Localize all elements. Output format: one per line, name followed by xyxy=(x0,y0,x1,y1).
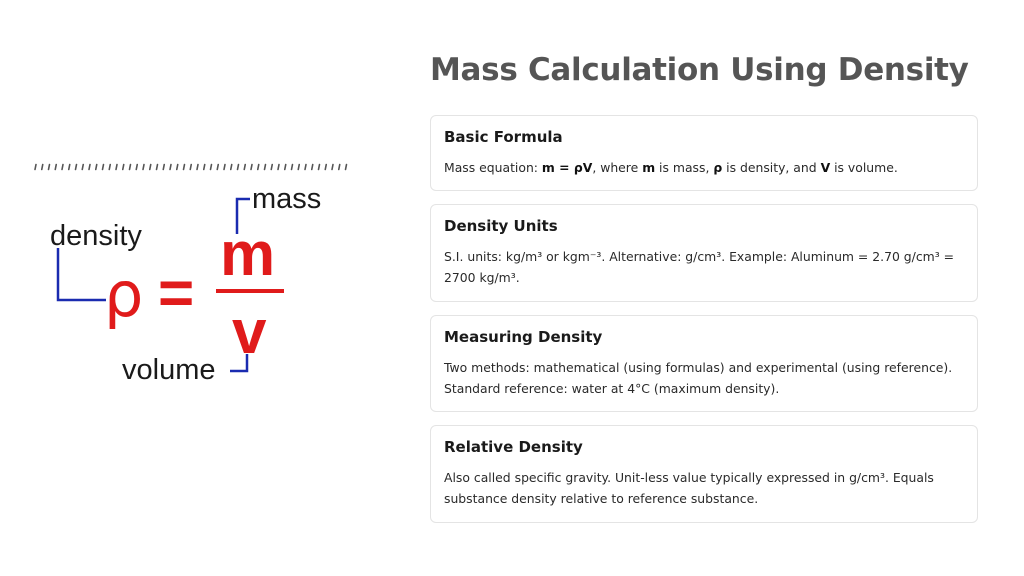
binding-mark xyxy=(312,165,313,170)
binding-mark xyxy=(82,165,83,170)
bold-term: ρ xyxy=(713,160,723,175)
binding-mark xyxy=(325,165,326,170)
card-body xyxy=(444,357,964,399)
binding-mark xyxy=(184,165,185,170)
equals-symbol: = xyxy=(158,259,195,328)
binding-mark xyxy=(258,165,259,170)
binding-mark xyxy=(197,165,198,170)
binding-mark xyxy=(116,165,117,170)
binding-mark xyxy=(292,165,293,170)
bold-term: m xyxy=(642,160,656,175)
binding-mark xyxy=(251,165,252,170)
binding-mark xyxy=(96,165,97,170)
text-segment: , where xyxy=(592,160,643,175)
binding-mark xyxy=(130,165,131,170)
card-title: Density Units xyxy=(444,217,558,235)
binding-mark xyxy=(89,165,90,170)
volume-label: volume xyxy=(122,354,216,386)
mass-symbol: m xyxy=(220,220,276,289)
binding-mark xyxy=(190,165,191,170)
binding-mark xyxy=(305,165,306,170)
binding-mark xyxy=(62,165,63,170)
card-body xyxy=(444,246,964,288)
binding-mark xyxy=(103,165,104,170)
card-title: Basic Formula xyxy=(444,128,563,146)
binding-mark xyxy=(339,165,340,170)
density-bracket xyxy=(58,248,106,300)
binding-mark xyxy=(143,165,144,170)
volume-symbol: v xyxy=(232,298,267,367)
mass-label: mass xyxy=(252,183,322,215)
density-formula-diagram xyxy=(40,180,340,390)
binding-mark xyxy=(76,165,77,170)
binding-mark xyxy=(150,165,151,170)
text-segment: is mass, xyxy=(655,160,714,175)
bold-term: m = ρV xyxy=(541,160,593,175)
binding-mark xyxy=(285,165,286,170)
binding-mark xyxy=(123,165,124,170)
rho-symbol: ρ xyxy=(104,258,144,331)
text-segment: Two methods: mathematical (using formulas) and experimental (using reference). Standard reference: water at 4°C (maximum density). xyxy=(444,360,953,396)
card-body xyxy=(444,157,964,178)
binding-mark xyxy=(217,165,218,170)
card-title: Relative Density xyxy=(444,438,583,456)
binding-mark xyxy=(346,165,347,170)
density-label: density xyxy=(50,220,142,252)
card-density-units xyxy=(430,204,978,302)
binding-mark xyxy=(170,165,171,170)
binding-mark xyxy=(238,165,239,170)
binding-mark xyxy=(136,165,137,170)
text-segment: Mass equation: xyxy=(444,160,542,175)
binding-mark xyxy=(278,165,279,170)
card-basic-formula xyxy=(430,115,978,191)
text-segment: S.I. units: kg/m³ or kgm⁻³. Alternative: g/cm³. Example: Aluminum = 2.70 g/cm³ = 2700 kg/m³. xyxy=(444,249,954,285)
card-relative-density xyxy=(430,425,978,523)
binding-mark xyxy=(49,165,50,170)
binding-mark xyxy=(271,165,272,170)
spiral-binding-decoration xyxy=(33,163,353,171)
binding-mark xyxy=(332,165,333,170)
binding-mark xyxy=(109,165,110,170)
card-measuring-density xyxy=(430,315,978,412)
binding-mark xyxy=(163,165,164,170)
binding-mark xyxy=(35,165,36,170)
binding-mark xyxy=(69,165,70,170)
binding-mark xyxy=(265,165,266,170)
binding-mark xyxy=(224,165,225,170)
binding-mark xyxy=(55,165,56,170)
binding-mark xyxy=(204,165,205,170)
text-segment: is density, and xyxy=(722,160,821,175)
binding-mark xyxy=(211,165,212,170)
binding-mark xyxy=(298,165,299,170)
bold-term: V xyxy=(820,160,831,175)
text-segment: Also called specific gravity. Unit-less value typically expressed in g/cm³. Equals substance density relative to reference substance. xyxy=(444,470,934,506)
card-body xyxy=(444,467,964,509)
text-segment: is volume. xyxy=(830,160,898,175)
page-title: Mass Calculation Using Density xyxy=(430,52,969,88)
card-title: Measuring Density xyxy=(444,328,603,346)
binding-mark xyxy=(231,165,232,170)
binding-mark xyxy=(244,165,245,170)
binding-mark xyxy=(157,165,158,170)
binding-mark xyxy=(319,165,320,170)
binding-mark xyxy=(177,165,178,170)
binding-mark xyxy=(42,165,43,170)
